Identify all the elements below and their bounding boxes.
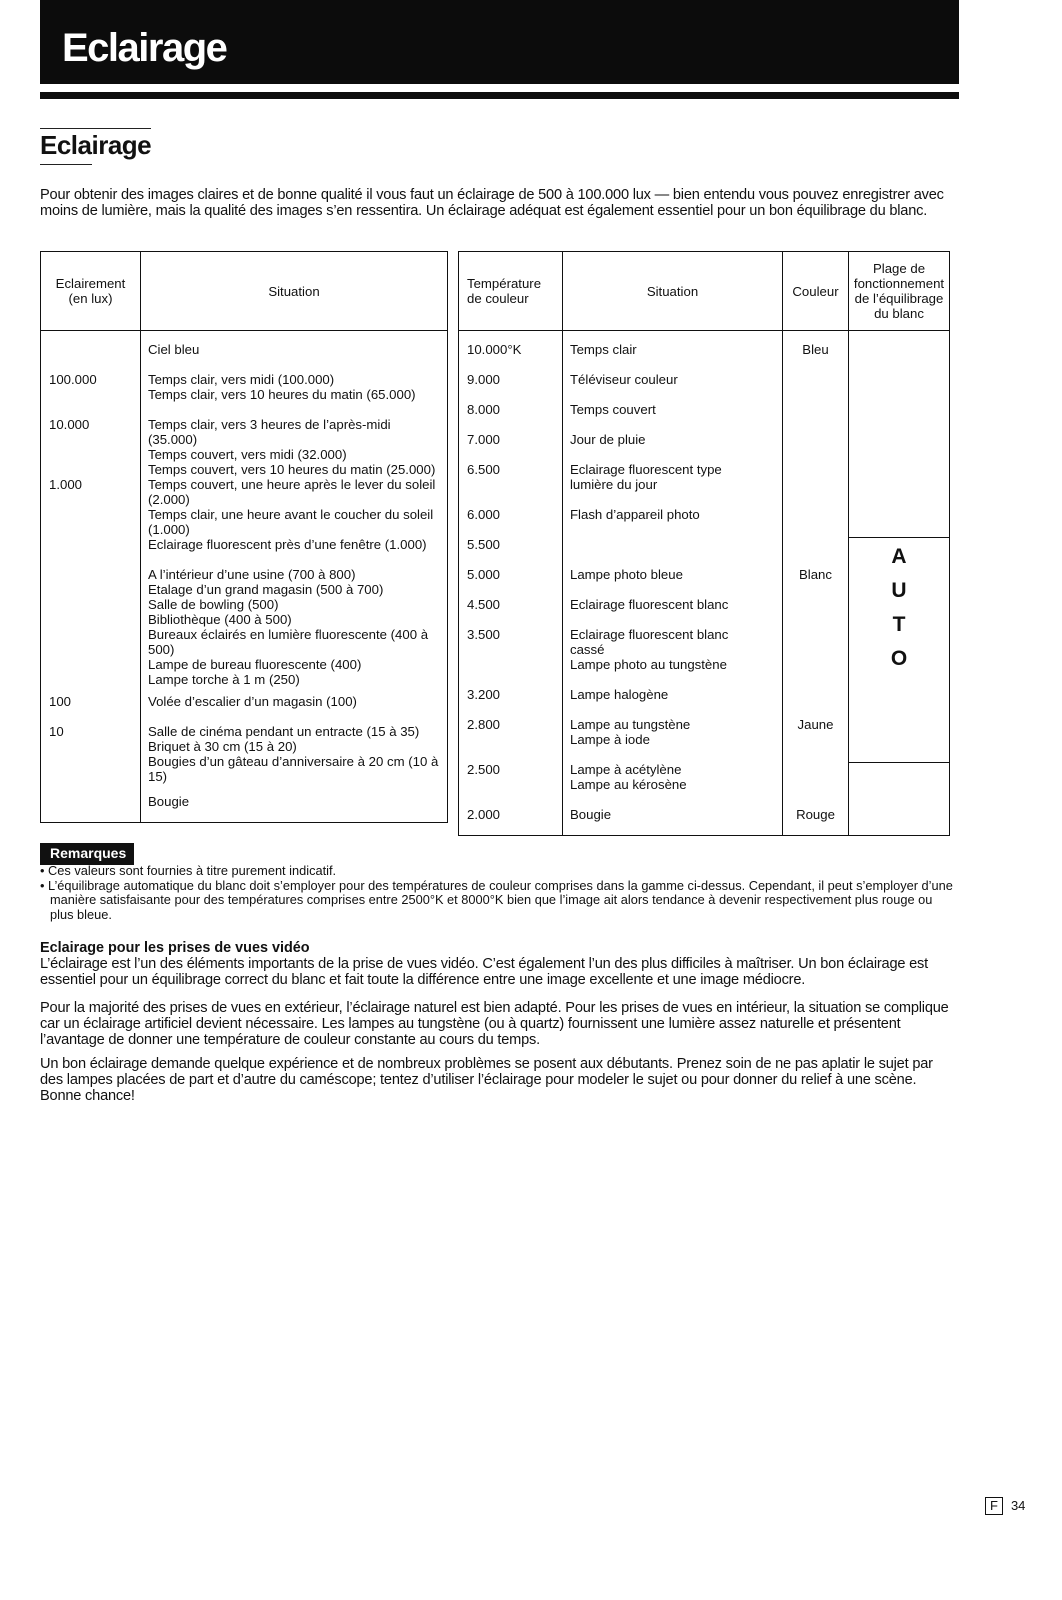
lux-value (41, 794, 141, 822)
table-row (41, 694, 448, 724)
table-row (459, 762, 950, 807)
temp-color (783, 762, 849, 807)
temp-color: Rouge (783, 807, 849, 836)
header-banner (40, 0, 959, 84)
temp-situation: Temps clair (563, 342, 783, 372)
auto-label: A U T O (890, 544, 908, 670)
header-situation: Situation (563, 252, 783, 331)
lux-situation: Ciel bleu (148, 342, 200, 357)
temp-value: 6.000 (459, 507, 563, 537)
temp-color (783, 537, 849, 567)
temp-color (783, 462, 849, 507)
video-paragraph: L’éclairage est l’un des éléments importants de la prise de vues vidéo. C’est également l’un des plus difficiles à maîtriser. Un bon éclairage est essentiel pour un équilibrage correct du blanc et fait toute la différence entre une image excellente et une image médiocre. (40, 956, 928, 988)
lux-value: 10 (41, 724, 141, 794)
section-title: Eclairage (40, 128, 151, 165)
temp-situation: Flash d’appareil photo (563, 507, 783, 537)
remarks-badge: Remarques (40, 843, 134, 865)
lux-situation: Salle de cinéma pendant un entracte (15 à 35) Briquet à 30 cm (15 à 20) Bougies d’un gâteau d’anniversaire à 20 cm (10 à 15) (148, 724, 439, 784)
lux-situation: Bougie (148, 794, 190, 809)
lux-situation: Temps clair, vers midi (100.000) Temps clair, vers 10 heures du matin (65.000) (148, 372, 416, 402)
temp-situation: Eclairage fluorescent type lumière du jour (563, 462, 783, 507)
temp-value: 4.500 (459, 597, 563, 627)
header-situation: Situation (141, 252, 448, 331)
table-row (41, 724, 448, 794)
intro-paragraph: Pour obtenir des images claires et de bonne qualité il vous faut un éclairage de 500 à 100.000 lux — bien entendu vous pouvez enregistrer avec moins de lumière, mais la qualité des images s’en ressentira. Un éclairage adéquat est également essentiel pour un bon équilibrage du blanc. (40, 187, 944, 219)
color-temperature-table (458, 251, 950, 836)
lux-situation: Temps clair, vers 3 heures de l’après-midi (35.000) Temps couvert, vers midi (32.000) Temps couvert, vers 10 heures du matin (25.000) (148, 417, 436, 477)
temp-color: Bleu (783, 342, 849, 372)
video-paragraph: Pour la majorité des prises de vues en extérieur, l’éclairage naturel est bien adapté. Pour les prises de vues en intérieur, la situation se complique car un éclairage artificiel devient nécessaire. Les lampes au tungstène (ou à quartz) fournissent une lumière assez naturelle et présentent l’avantage de donner une température de couleur constante au cours du temps. (40, 1000, 949, 1048)
temp-situation: Lampe photo bleue (563, 567, 783, 597)
page-footer (985, 1497, 1025, 1515)
temp-situation: Eclairage fluorescent blanc (563, 597, 783, 627)
lux-value: 10.000 (41, 417, 141, 477)
temp-color (783, 597, 849, 627)
temp-color (783, 372, 849, 402)
temp-color: Jaune (783, 717, 849, 762)
temp-value: 2.800 (459, 717, 563, 762)
temp-color (783, 687, 849, 717)
lux-situation: Volée d’escalier d’un magasin (100) (148, 694, 357, 709)
temp-value: 7.000 (459, 432, 563, 462)
header-white-balance-range: Plage de fonctionnement de l’équilibrage du blanc (849, 252, 950, 331)
lux-situation: A l’intérieur d’une usine (700 à 800) Etalage d’un grand magasin (500 à 700) Salle de bowling (500) Bibliothèque (400 à 500) Bureaux éclairés en lumière fluorescente (400 à 500) Lampe de bureau fluorescente (400) Lampe torche à 1 m (250) (148, 567, 429, 687)
temp-situation: Bougie (563, 807, 783, 836)
header-lux: Eclairement (en lux) (41, 252, 141, 331)
temp-color (783, 402, 849, 432)
temp-value: 6.500 (459, 462, 563, 507)
list-item: • Ces valeurs sont fournies à titre purement indicatif. (40, 864, 955, 879)
temp-value: 5.500 (459, 537, 563, 567)
temp-color (783, 432, 849, 462)
remarks-list (40, 864, 955, 922)
temp-value: 8.000 (459, 402, 563, 432)
table-row (459, 342, 950, 372)
lux-situation: Temps couvert, une heure après le lever du soleil (2.000) Temps clair, une heure avant le coucher du soleil (1.000) Eclairage fluorescent près d’une fenêtre (1.000) (148, 477, 436, 552)
temp-value: 10.000°K (459, 342, 563, 372)
table-row (41, 567, 448, 694)
temp-situation: Téléviseur couleur (563, 372, 783, 402)
table-row (459, 537, 950, 567)
temp-situation: Jour de pluie (563, 432, 783, 462)
header-rule (40, 92, 959, 99)
temp-color: Blanc (783, 567, 849, 597)
table-header-row (459, 252, 950, 331)
temp-value: 2.000 (459, 807, 563, 836)
temp-color (783, 627, 849, 687)
temp-value: 2.500 (459, 762, 563, 807)
illuminance-table (40, 251, 448, 823)
temp-situation: Eclairage fluorescent blanc cassé Lampe photo au tungstène (563, 627, 783, 687)
page-number: 34 (1010, 1498, 1026, 1513)
temp-value: 5.000 (459, 567, 563, 597)
language-marker: F (985, 1497, 1003, 1515)
temp-value: 9.000 (459, 372, 563, 402)
lux-value (41, 567, 141, 694)
table-row (41, 794, 448, 822)
table-row (41, 417, 448, 477)
temp-situation: Lampe au tungstène Lampe à iode (563, 717, 783, 762)
video-paragraph: Un bon éclairage demande quelque expérience et de nombreux problèmes se posent aux débutants. Prenez soin de ne pas aplatir le sujet par des lampes placées de part et d’autre du caméscope; tentez d’utiliser l’éclairage pour modeler le sujet ou pour donner du relief à une scène. Bonne chance! (40, 1056, 933, 1104)
lux-value: 1.000 (41, 477, 141, 567)
temp-value: 3.200 (459, 687, 563, 717)
temp-situation: Lampe halogène (563, 687, 783, 717)
temp-value: 3.500 (459, 627, 563, 687)
table-row (41, 372, 448, 417)
table-row (41, 342, 448, 372)
lux-value (41, 342, 141, 372)
temp-situation (563, 537, 783, 567)
list-item: • L’équilibrage automatique du blanc doit s’employer pour des températures de couleur comprises dans la gamme ci-dessus. Cependant, il peut s’employer d’une manière satisfaisante pour des températures comprises entre 2500°K et 8000°K bien que l’image ait alors tendance à devenir respectivement plus rouge ou plus bleue. (40, 879, 955, 923)
temp-situation: Lampe à acétylène Lampe au kérosène (563, 762, 783, 807)
temp-color (783, 507, 849, 537)
header-color: Couleur (783, 252, 849, 331)
video-lighting-heading: Eclairage pour les prises de vues vidéo (40, 940, 310, 956)
lux-value: 100 (41, 694, 141, 724)
table-header-row (41, 252, 448, 331)
header-temperature: Température de couleur (459, 252, 563, 331)
lux-value: 100.000 (41, 372, 141, 417)
temp-situation: Temps couvert (563, 402, 783, 432)
table-row (41, 477, 448, 567)
banner-title: Eclairage (62, 26, 227, 70)
auto-range-cell (849, 537, 950, 762)
